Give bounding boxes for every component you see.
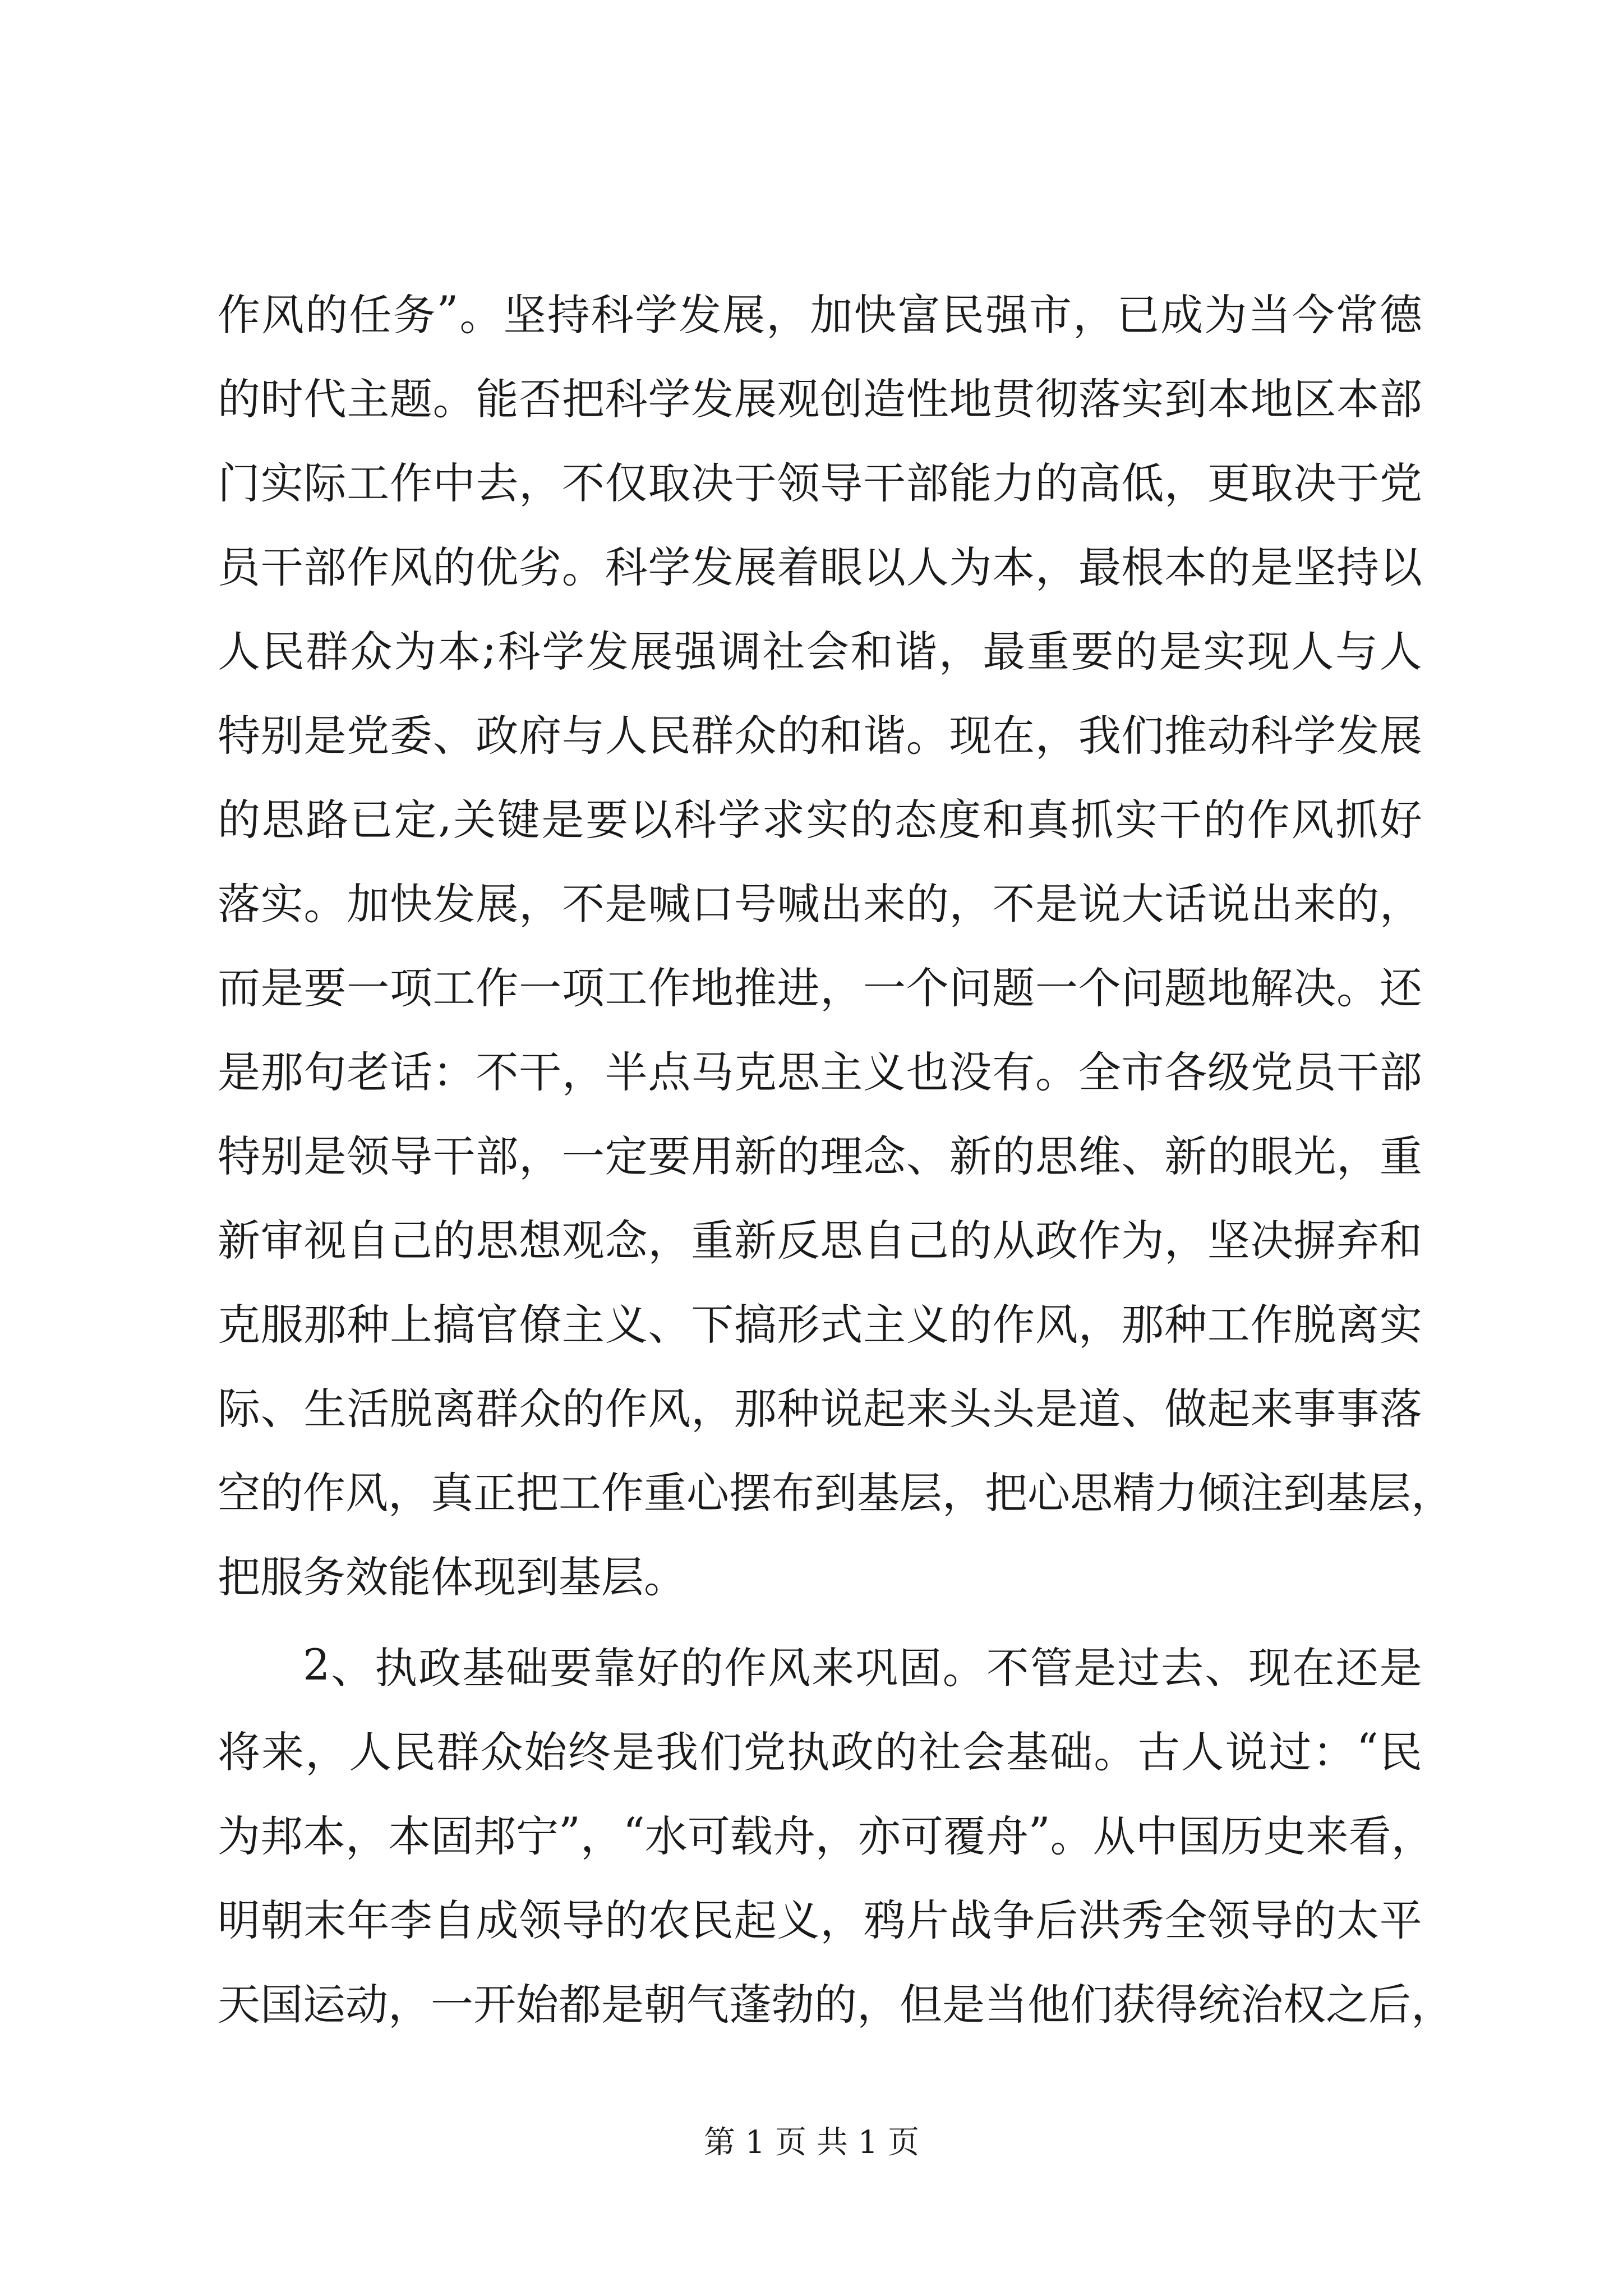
paragraph — [218, 269, 1454, 1616]
text-line: 而 是 要 一 项 工 作 一 项 工 作 地 推 进 ， 一 个 问 题 一 个 问 题 地 解 决 。 还 — [218, 963, 1422, 1013]
text-line: 明 朝 末 年 李 自 成 领 导 的 农 民 起 义 ， 鸦 片 战 争 后 洪 秀 全 领 导 的 太 平 — [218, 1895, 1422, 1945]
text-line: 天 国 运 动 ， 一 开 始 都 是 朝 气 蓬 勃 的 ， 但 是 当 他 们 获 得 统 治 权 之 后 ， — [218, 1979, 1454, 2030]
text-line: 2 、 执 政 基 础 要 靠 好 的 作 风 来 巩 固 。 不 管 是 过 去 、 现 在 还 是 — [303, 1639, 1422, 1693]
text-line: 门 实 际 工 作 中 去 ， 不 仅 取 决 于 领 导 干 部 能 力 的 高 低 ， 更 取 决 于 党 — [218, 458, 1422, 508]
text-line: 将 来 ， 人 民 群 众 始 终 是 我 们 党 执 政 的 社 会 基 础 。 古 人 说 过 ： “ 民 — [218, 1723, 1422, 1777]
text-line: 特 别 是 领 导 干 部 ， 一 定 要 用 新 的 理 念 、 新 的 思 维 、 新 的 眼 光 ， 重 — [218, 1131, 1422, 1181]
text-line: 落 实 。 加 快 发 展 ， 不 是 喊 口 号 喊 出 来 的 ， 不 是 说 大 话 说 出 来 的 ， — [218, 878, 1422, 929]
page-footer: 第 1 页 共 1 页 — [703, 2124, 920, 2161]
text-line: 人 民 群 众 为 本 ; 科 学 发 展 强 调 社 会 和 谐 ， 最 重 要 的 是 实 现 人 与 人 — [218, 623, 1422, 677]
text-line: 的 思 路 已 定 , 关 键 是 要 以 科 学 求 实 的 态 度 和 真 抓 实 干 的 作 风 抓 好 — [218, 791, 1422, 845]
text-line: 为 邦 本 ， 本 固 邦 宁 ” ， “ 水 可 载 舟 ， 亦 可 覆 舟 ” 。 从 中 国 历 史 来 看 ， — [218, 1807, 1434, 1861]
text-line: 作 风 的 任 务 ” 。 坚 持 科 学 发 展 ， 加 快 富 民 强 市 ， 已 成 为 当 今 常 德 — [218, 286, 1422, 340]
text-line: 把服务效能体现到基层。 — [218, 1552, 686, 1602]
text-line: 是 那 句 老 话 ： 不 干 ， 半 点 马 克 思 主 义 也 没 有 。 全 市 各 级 党 员 干 部 — [218, 1047, 1422, 1097]
text-line: 的 时 代 主 题 。 能 否 把 科 学 发 展 观 创 造 性 地 贯 彻 落 实 到 本 地 区 本 部 — [218, 374, 1422, 424]
text-line: 克 服 那 种 上 搞 官 僚 主 义 、 下 搞 形 式 主 义 的 作 风 ， 那 种 工 作 脱 离 实 — [218, 1299, 1422, 1350]
text-line: 际 、 生 活 脱 离 群 众 的 作 风 ， 那 种 说 起 来 头 头 是 道 、 做 起 来 事 事 落 — [218, 1383, 1422, 1434]
text-line: 新 审 视 自 己 的 思 想 观 念 ， 重 新 反 思 自 己 的 从 政 作 为 ， 坚 决 摒 弃 和 — [218, 1215, 1422, 1266]
paragraph — [218, 1622, 1454, 2043]
text-line: 特 别 是 党 委 、 政 府 与 人 民 群 众 的 和 谐 。 现 在 ， 我 们 推 动 科 学 发 展 — [218, 710, 1422, 761]
text-line: 空 的 作 风 ， 真 正 把 工 作 重 心 摆 布 到 基 层 ， 把 心 思 精 力 倾 注 到 基 层 ， — [218, 1467, 1454, 1518]
text-line: 员 干 部 作 风 的 优 劣 。 科 学 发 展 着 眼 以 人 为 本 ， 最 根 本 的 是 坚 持 以 — [218, 542, 1422, 592]
body-text — [218, 269, 1454, 2043]
